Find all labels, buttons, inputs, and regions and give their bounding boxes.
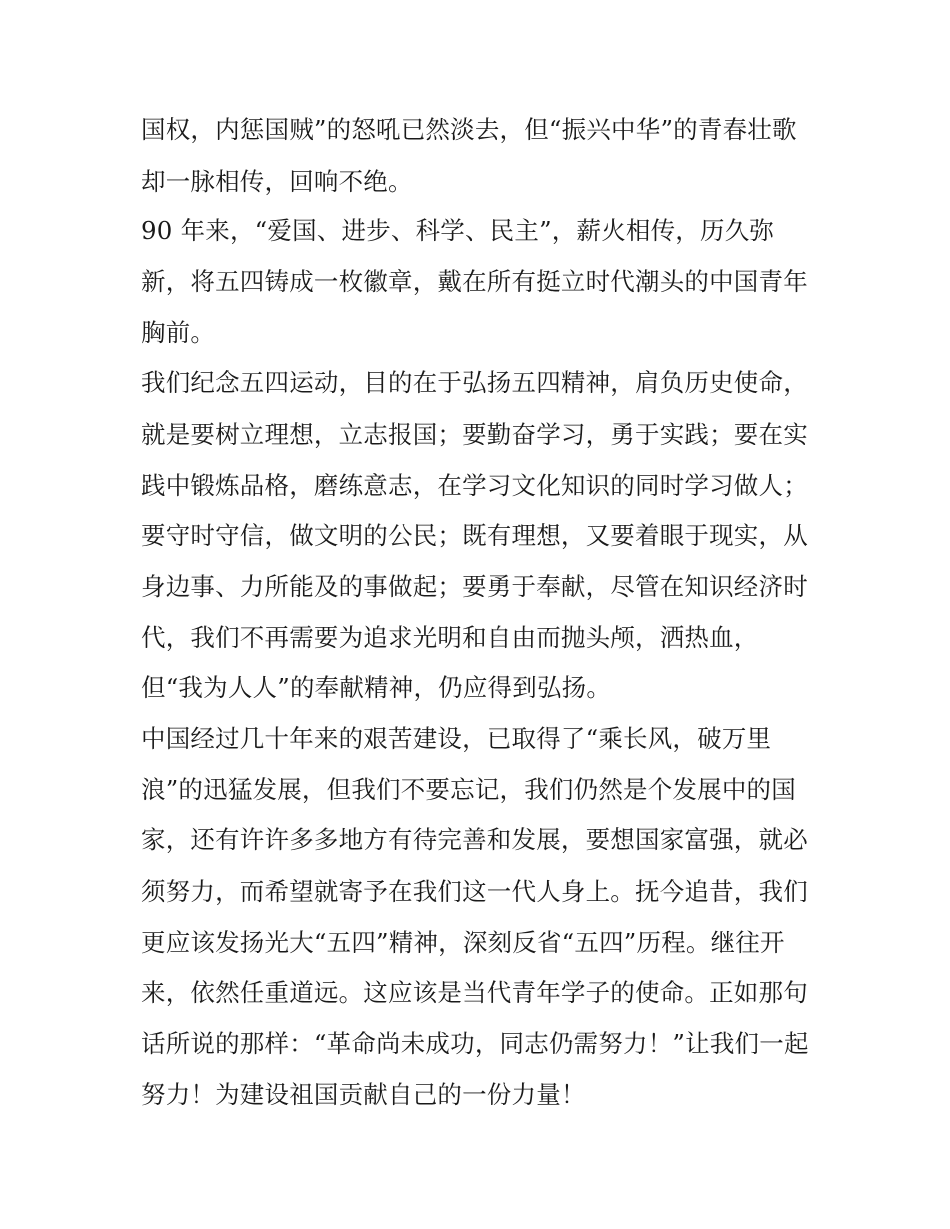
text-line: 更应该发扬光大“五四”精神，深刻反省“五四”历程。继往开 xyxy=(141,928,785,957)
text-line: 话所说的那样：“革命尚未成功，同志仍需努力！”让我们一起 xyxy=(141,1029,809,1058)
text-line: 须努力，而希望就寄予在我们这一代人身上。抚今追昔，我们 xyxy=(141,877,808,906)
text-line: 身边事、力所能及的事做起；要勇于奉献，尽管在知识经济时 xyxy=(141,572,808,601)
text-line: 却一脉相传，回响不绝。 xyxy=(141,167,413,196)
text-line: 就是要树立理想，立志报国；要勤奋学习，勇于实践；要在实 xyxy=(141,420,808,449)
text-line: 家，还有许许多多地方有待完善和发展，要想国家富强，就必 xyxy=(141,825,808,854)
text-line: 浪”的迅猛发展，但我们不要忘记，我们仍然是个发展中的国 xyxy=(141,775,796,804)
text-line: 来，依然任重道远。这应该是当代青年学子的使命。正如那句 xyxy=(141,978,808,1007)
text-line: 代，我们不再需要为追求光明和自由而抛头颅，洒热血， xyxy=(141,623,759,652)
text-line: 中国经过几十年来的艰苦建设，已取得了“乘长风，破万里 xyxy=(141,724,772,753)
text-line: 努力！为建设祖国贡献自己的一份力量！ xyxy=(141,1080,586,1109)
text-line: 践中锻炼品格，磨练意志，在学习文化知识的同时学习做人； xyxy=(141,471,808,500)
text-line: 要守时守信，做文明的公民；既有理想，又要着眼于现实，从 xyxy=(141,521,808,550)
text-line: 新，将五四铸成一枚徽章，戴在所有挺立时代潮头的中国青年 xyxy=(141,267,808,296)
text-line: 但“我为人人”的奉献精神，仍应得到弘扬。 xyxy=(141,673,612,702)
text-line: 胸前。 xyxy=(141,318,216,347)
text-line: 国权，内惩国贼”的怒吼已然淡去，但“振兴中华”的青春壮歌 xyxy=(141,115,797,144)
text-line: 90 年来，“爱国、进步、科学、民主”，薪火相传，历久弥 xyxy=(141,216,775,245)
text-line: 我们纪念五四运动，目的在于弘扬五四精神，肩负历史使命， xyxy=(141,368,808,397)
